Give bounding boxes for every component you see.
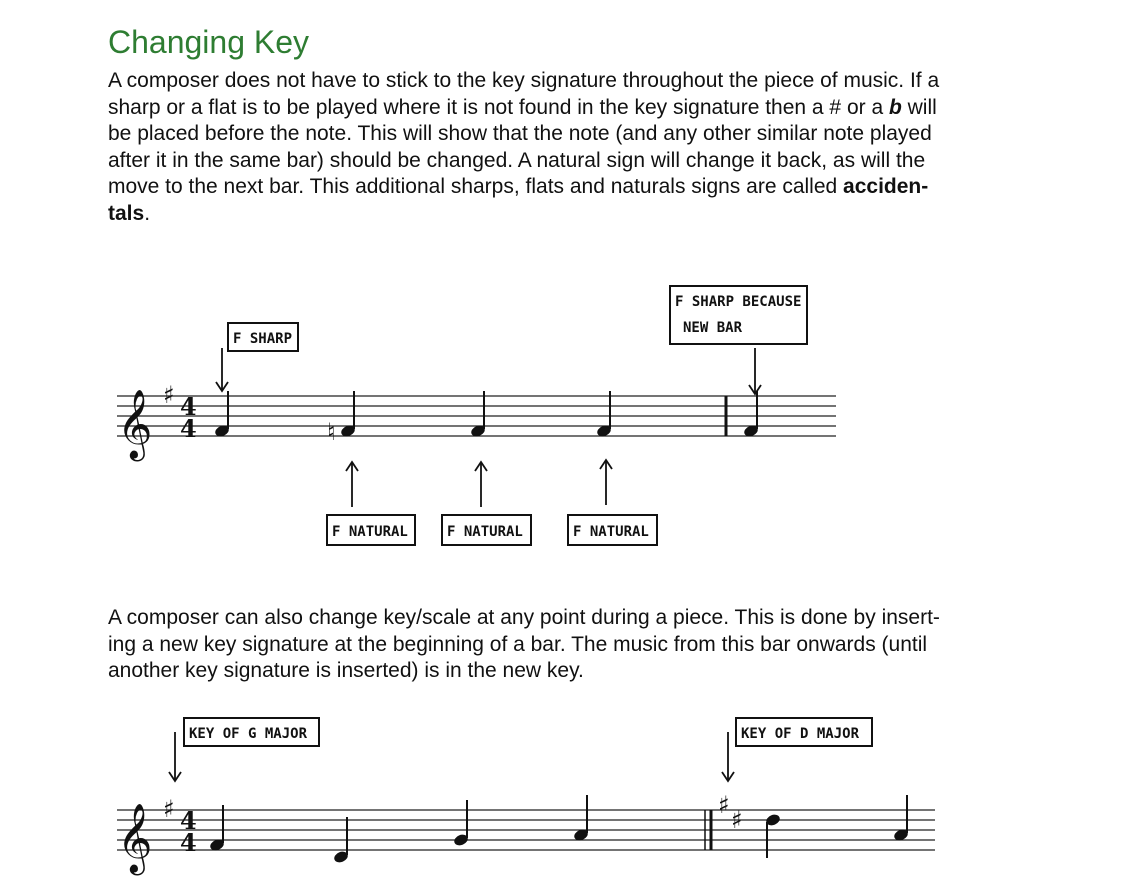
p2-line-1: A composer can also change key/scale at any point during a piece. This is done by insert- xyxy=(108,606,940,629)
p1-line-3: be placed before the note. This will show that the note (and any other similar note played xyxy=(108,122,932,146)
page-title: Changing Key xyxy=(108,24,310,60)
note-6 xyxy=(893,795,910,842)
arrow-down-icon xyxy=(749,348,761,394)
note-1 xyxy=(214,391,231,438)
accidentals-diagram xyxy=(0,270,1140,560)
flat-letter: b xyxy=(888,95,902,119)
p1-line-2: sharp or a flat is to be played where it is not found in the key signature then a # or a xyxy=(108,95,889,119)
note-3 xyxy=(470,391,487,438)
note-5 xyxy=(765,813,782,858)
note-3 xyxy=(453,800,470,847)
label-f-natural-1 xyxy=(327,515,415,545)
label-new-bar-line1: F SHARP BECAUSE xyxy=(675,294,802,310)
term-accidentals-end: tals xyxy=(108,201,145,225)
label-key-g-text: KEY OF G MAJOR xyxy=(189,726,308,742)
label-f-natural-3 xyxy=(568,515,657,545)
label-f-natural-2-text: F NATURAL xyxy=(447,524,523,540)
p1-line-1: A composer does not have to stick to the key signature throughout the piece of music. If a xyxy=(108,69,940,92)
note-4 xyxy=(596,391,613,438)
p2-line-3: another key signature is inserted) is in the new key. xyxy=(108,659,584,683)
new-key-sharp-2: ♯ xyxy=(731,806,743,834)
arrow-up-icon xyxy=(475,462,487,507)
label-new-bar xyxy=(670,286,807,344)
label-key-g xyxy=(184,718,319,746)
arrow-up-icon xyxy=(600,460,612,505)
time-signature-bottom: 4 xyxy=(180,414,197,443)
arrow-down-icon xyxy=(216,348,228,391)
key-signature-sharp: ♯ xyxy=(163,381,175,409)
label-f-sharp xyxy=(228,323,298,351)
paragraph-key-change xyxy=(108,605,1038,685)
label-new-bar-line2: NEW BAR xyxy=(683,320,743,336)
note-1 xyxy=(209,805,226,852)
p2-line-2: ing a new key signature at the beginning of a bar. The music from this bar onwards (until xyxy=(108,632,928,656)
label-f-natural-2 xyxy=(442,515,531,545)
staff-lines xyxy=(117,810,935,850)
term-accidentals: acciden- xyxy=(843,175,929,199)
natural-sign: ♮ xyxy=(327,418,336,446)
time-signature-top: 4 xyxy=(180,806,197,835)
arrow-up-icon xyxy=(346,462,358,507)
key-change-diagram xyxy=(0,700,1140,894)
new-key-sharp-1: ♯ xyxy=(718,791,730,819)
note-5 xyxy=(743,391,760,438)
treble-clef-icon: 𝄞 xyxy=(117,803,153,873)
p1-line-4: after it in the same bar) should be changed. A natural sign will change it back, as will the xyxy=(108,148,926,172)
label-key-d xyxy=(736,718,872,746)
note-2 xyxy=(340,391,357,438)
arrow-down-icon xyxy=(169,732,181,781)
label-f-natural-3-text: F NATURAL xyxy=(573,524,649,540)
paragraph-accidentals xyxy=(108,68,1038,228)
key-signature-sharp: ♯ xyxy=(163,795,175,823)
time-signature-bottom: 4 xyxy=(180,828,197,857)
treble-clef-icon: 𝄞 xyxy=(117,389,153,459)
label-key-d-text: KEY OF D MAJOR xyxy=(741,726,860,742)
p1-period: . xyxy=(144,201,151,225)
label-f-sharp-text: F SHARP xyxy=(233,331,293,347)
p1-line-5: move to the next bar. This additional sharps, flats and naturals signs are called xyxy=(108,175,844,199)
p1-line-2-end: will xyxy=(901,95,937,119)
note-4 xyxy=(573,795,590,842)
arrow-down-icon xyxy=(722,732,734,781)
time-signature-top: 4 xyxy=(180,392,197,421)
label-f-natural-1-text: F NATURAL xyxy=(332,524,408,540)
